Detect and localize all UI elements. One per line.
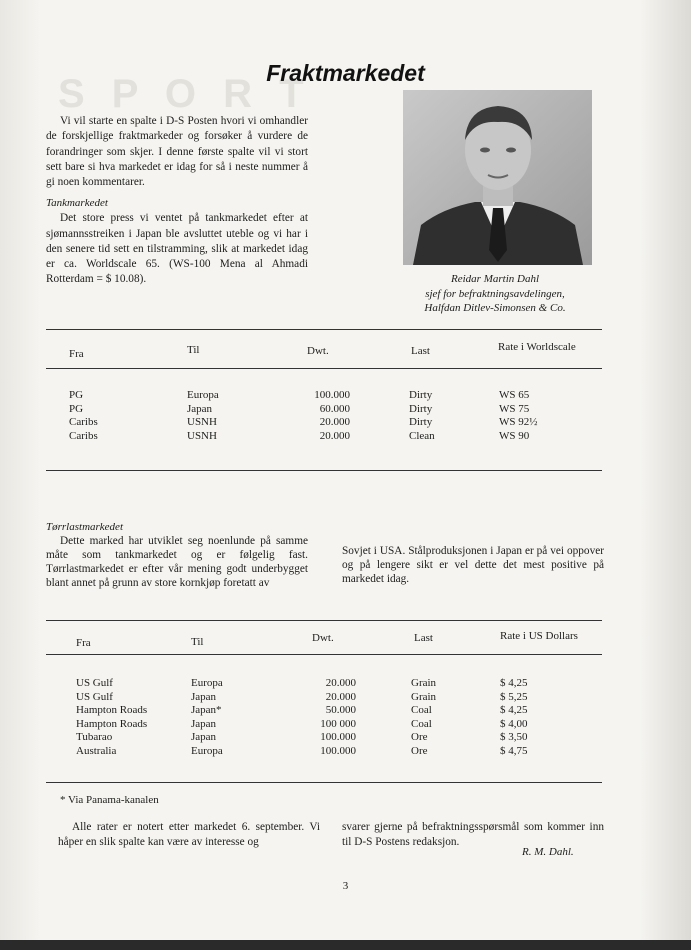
table-cell: Australia [76, 744, 117, 757]
table2-header-rule [46, 654, 602, 655]
caption-title: sjef for befraktningsavdelingen, [425, 287, 565, 300]
bleed-through-mark: S P O R T [58, 72, 312, 116]
table2-header-rate: Rate i US Dollars [500, 630, 578, 642]
table1-col-rate [499, 389, 538, 443]
table1-bottom-rule [46, 470, 602, 471]
table2-header-from: Fra [76, 637, 91, 649]
table2-col-dwt [310, 677, 356, 759]
table-cell: 20.000 [325, 677, 356, 689]
table-cell: $ 3,50 [500, 731, 528, 744]
table-cell: 50.000 [325, 704, 356, 717]
table-cell: 100.000 [314, 389, 350, 401]
table-cell: US Gulf [76, 690, 113, 703]
dry-section [46, 520, 308, 590]
table-cell: Dirty [409, 416, 433, 429]
table-cell: 100.000 [320, 731, 356, 744]
table-cell: Ore [411, 731, 428, 744]
dry-body-continued: Sovjet i USA. Stålproduksjonen i Japan er på vei oppover og på lengere sikt er vel dette det mest positive på markedet idag. [342, 545, 604, 585]
table-cell: Hampton Roads [76, 704, 148, 717]
table2-header-dwt: Dwt. [312, 632, 334, 644]
tank-heading: Tankmarkedet [46, 197, 108, 209]
table2-top-rule [46, 620, 602, 621]
page-title: Fraktmarkedet [266, 60, 425, 86]
table-cell: Europa [187, 389, 219, 401]
table-cell: 20.000 [325, 690, 356, 703]
table-cell: WS 65 [499, 389, 530, 401]
portrait-illustration [403, 90, 592, 265]
table-cell: Japan [187, 402, 213, 415]
closing-paragraph-continued: svarer gjerne på befraktningsspørsmål som kommer inn til D-S Postens redaksjon. [342, 821, 604, 848]
table-cell: Grain [411, 690, 437, 703]
table-cell: Tubarao [76, 731, 113, 744]
dry-heading: Tørrlastmarkedet [46, 521, 123, 533]
table-cell: $ 4,75 [500, 744, 528, 757]
table-cell: $ 5,25 [500, 690, 528, 703]
intro-paragraph: Vi vil starte en spalte i D-S Posten hvori vi omhandler de forskjellige fraktmarkeder og forsøker å vurdere de forandringer som skjer. I denne første spalte vil vi stort sett bare si hva markedet er idag for så i neste nummer å gi noen kommentarer. [46, 115, 308, 189]
caption-company: Halfdan Ditlev-Simonsen & Co. [424, 302, 566, 314]
table2-col-cargo [411, 677, 436, 759]
table1-header-from: Fra [69, 348, 84, 360]
table-cell: 100 000 [320, 717, 356, 730]
table2-col-rate [500, 677, 528, 759]
photo-caption [350, 272, 640, 316]
table-cell: Dirty [409, 389, 433, 401]
footnote: * Via Panama-kanalen [60, 794, 159, 806]
table1-header-cargo: Last [411, 345, 430, 357]
table1-top-rule [46, 329, 602, 330]
table-cell: PG [69, 389, 84, 401]
tank-section [46, 196, 308, 288]
closing-paragraph: Alle rater er notert etter markedet 6. september. Vi håper en slik spalte kan være av interesse og [58, 821, 320, 848]
table-cell: USNH [187, 416, 217, 429]
signature: R. M. Dahl. [522, 846, 574, 858]
table-cell: 60.000 [319, 402, 350, 415]
table2-col-from [76, 677, 147, 759]
table-cell: Europa [191, 744, 223, 757]
table1-header-rate: Rate i Worldscale [498, 341, 576, 353]
table1-header-dwt: Dwt. [307, 345, 329, 357]
tank-body: Det store press vi ventet på tankmarkedet efter at sjømannsstreiken i Japan ble avsluttet uteble og vi har i den senere tid sett en tilstramming, slik at markedet idag er ca. Worldscale 65. (WS-100 Mena al Ahmadi Rotterdam = $ 10.08). [46, 212, 308, 286]
table1-col-dwt [306, 389, 350, 443]
table2-bottom-rule [46, 782, 602, 783]
table1-header-rule [46, 368, 602, 369]
table-cell: Japan [191, 717, 217, 730]
table2-header-to: Til [191, 636, 204, 648]
portrait-photo [403, 90, 592, 265]
table-cell: Coal [411, 704, 432, 717]
table2-col-to [191, 677, 223, 759]
table-cell: WS 75 [499, 402, 530, 415]
caption-name: Reidar Martin Dahl [451, 273, 539, 285]
table-cell: PG [69, 402, 84, 415]
table-cell: Dirty [409, 402, 433, 415]
table-cell: $ 4,25 [500, 704, 528, 717]
table-cell: Coal [411, 717, 432, 730]
table-cell: 20.000 [319, 429, 350, 442]
table-cell: Ore [411, 744, 428, 757]
table-cell: Hampton Roads [76, 717, 148, 730]
table-cell: 20.000 [319, 416, 350, 429]
table-cell: Caribs [69, 429, 98, 442]
table-cell: WS 92½ [499, 416, 538, 429]
table-cell: Clean [409, 429, 435, 442]
dry-body: Dette marked har utviklet seg noenlunde på samme måte som tankmarkedet og er følgelig fast. Tørrlastmarkedet er efter vår mening godt underbygget blant annet på grunn av store kornkjøp foretatt av [46, 535, 308, 589]
table-cell: Grain [411, 677, 437, 689]
table-cell: 100.000 [320, 744, 356, 757]
table1-col-from [69, 389, 98, 443]
table-cell: Japan [191, 690, 217, 703]
table2-header-cargo: Last [414, 632, 433, 644]
table-cell: $ 4,25 [500, 677, 528, 689]
scan-bottom-edge [0, 940, 691, 950]
page-number: 3 [342, 880, 349, 892]
table1-col-cargo [409, 389, 435, 443]
table-cell: Japan [191, 731, 217, 744]
table-cell: $ 4,00 [500, 717, 528, 730]
table-cell: Caribs [69, 416, 98, 429]
table1-col-to [187, 389, 219, 443]
table-cell: Japan* [191, 704, 222, 717]
table-cell: US Gulf [76, 677, 113, 689]
table1-header-to: Til [187, 344, 200, 356]
table-cell: Europa [191, 677, 223, 689]
table-cell: WS 90 [499, 429, 530, 442]
table-cell: USNH [187, 429, 217, 442]
